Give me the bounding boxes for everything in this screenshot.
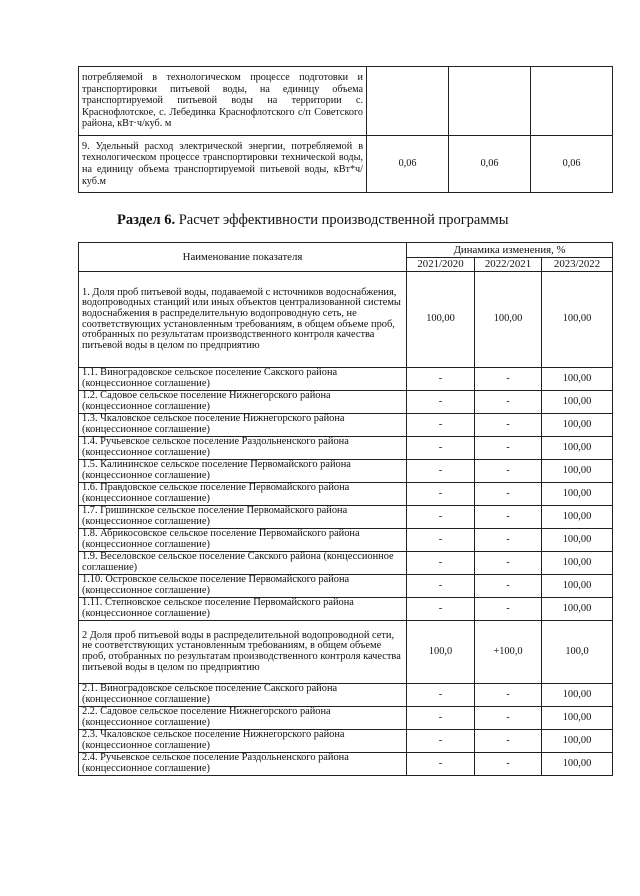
value-cell: - <box>475 684 542 707</box>
table-row <box>79 598 613 621</box>
indicator-description: 9. Удельный расход электрической энергии, потребляемой в технологическом процессе транспортировки технической воды, на единицу объема транспортируемой питьевой воды, кВт*ч/куб.м <box>79 136 367 193</box>
value-cell: - <box>407 368 475 391</box>
value-cell: - <box>407 730 475 753</box>
value-cell: 100,00 <box>542 506 613 529</box>
indicator-name: 1.3. Чкаловское сельское поселение Нижнегорского района (концессионное соглашение) <box>79 414 407 437</box>
value-cell: 100,00 <box>542 460 613 483</box>
indicator-name: 1.8. Абрикосовское сельское поселение Первомайского района (концессионное соглашение) <box>79 529 407 552</box>
table-row <box>79 67 613 136</box>
indicator-name: 2.4. Ручьевское сельское поселение Раздольненского района (концессионное соглашение) <box>79 753 407 776</box>
table-row <box>79 391 613 414</box>
value-cell: - <box>475 437 542 460</box>
value-cell: 100,00 <box>542 483 613 506</box>
value-cell: 0,06 <box>367 136 449 193</box>
column-header-period: 2023/2022 <box>542 258 613 272</box>
value-cell: - <box>407 529 475 552</box>
value-cell: - <box>407 506 475 529</box>
indicator-name: 2.1. Виноградовское сельское поселение Сакского района (концессионное соглашение) <box>79 684 407 707</box>
value-cell: - <box>475 598 542 621</box>
value-cell: - <box>475 483 542 506</box>
value-cell: - <box>407 575 475 598</box>
value-cell: - <box>407 684 475 707</box>
table-row <box>79 414 613 437</box>
column-header-name: Наименование показателя <box>79 243 407 272</box>
table-row <box>79 460 613 483</box>
value-cell: - <box>475 730 542 753</box>
value-cell: 100,00 <box>542 575 613 598</box>
table-row <box>79 575 613 598</box>
indicator-name: 2 Доля проб питьевой воды в распределительной водопроводной сети, не соответствующих установленным требованиям, в общем объеме проб, отобранных по результатам производственного контроля качества питьевой воды в целом по предприятию <box>79 621 407 684</box>
indicator-name: 2.3. Чкаловское сельское поселение Нижнегорского района (концессионное соглашение) <box>79 730 407 753</box>
indicator-name: 1.9. Веселовское сельское поселение Сакского района (концессионное соглашение) <box>79 552 407 575</box>
value-cell: - <box>475 529 542 552</box>
efficiency-indicators-table-continued <box>78 66 613 193</box>
indicator-name: 1.10. Островское сельское поселение Первомайского района (концессионное соглашение) <box>79 575 407 598</box>
value-cell: - <box>475 506 542 529</box>
indicator-name: 1.1. Виноградовское сельское поселение Сакского района (концессионное соглашение) <box>79 368 407 391</box>
value-cell: 100,0 <box>542 621 613 684</box>
table-row <box>79 684 613 707</box>
section-heading <box>117 212 508 229</box>
value-cell: 100,00 <box>475 272 542 368</box>
value-cell: - <box>475 391 542 414</box>
value-cell: 100,00 <box>542 684 613 707</box>
value-cell: - <box>475 460 542 483</box>
value-cell: 100,00 <box>542 529 613 552</box>
value-cell: - <box>407 483 475 506</box>
value-cell: - <box>407 460 475 483</box>
value-cell: - <box>475 552 542 575</box>
indicator-name: 1.2. Садовое сельское поселение Нижнегорского района (концессионное соглашение) <box>79 391 407 414</box>
value-cell: 100,00 <box>542 730 613 753</box>
value-cell <box>531 67 613 136</box>
table-header-row <box>79 243 613 258</box>
table-row <box>79 136 613 193</box>
value-cell: - <box>475 707 542 730</box>
value-cell: - <box>407 753 475 776</box>
value-cell <box>449 67 531 136</box>
indicator-name: 1.4. Ручьевское сельское поселение Раздольненского района (концессионное соглашение) <box>79 437 407 460</box>
value-cell: - <box>407 437 475 460</box>
column-header-period: 2021/2020 <box>407 258 475 272</box>
indicator-name: 1.5. Калининское сельское поселение Первомайского района (концессионное соглашение) <box>79 460 407 483</box>
value-cell: 0,06 <box>531 136 613 193</box>
table-row <box>79 707 613 730</box>
indicator-name: 1.11. Степновское сельское поселение Первомайского района (концессионное соглашение) <box>79 598 407 621</box>
table-row <box>79 753 613 776</box>
table-row <box>79 368 613 391</box>
value-cell: 100,00 <box>542 598 613 621</box>
value-cell: - <box>475 368 542 391</box>
value-cell: 0,06 <box>449 136 531 193</box>
value-cell: +100,0 <box>475 621 542 684</box>
value-cell: - <box>475 414 542 437</box>
table-row <box>79 483 613 506</box>
section-label: Раздел 6. <box>117 212 176 228</box>
value-cell: - <box>407 414 475 437</box>
indicator-name: 1.7. Гришинское сельское поселение Первомайского района (концессионное соглашение) <box>79 506 407 529</box>
value-cell: - <box>407 598 475 621</box>
production-program-efficiency-table <box>78 242 613 776</box>
table-row <box>79 621 613 684</box>
value-cell: 100,00 <box>542 552 613 575</box>
value-cell: 100,00 <box>542 391 613 414</box>
column-header-period: 2022/2021 <box>475 258 542 272</box>
value-cell: - <box>407 391 475 414</box>
value-cell: - <box>407 552 475 575</box>
indicator-name: 2.2. Садовое сельское поселение Нижнегорского района (концессионное соглашение) <box>79 707 407 730</box>
table-row <box>79 529 613 552</box>
value-cell: - <box>475 753 542 776</box>
value-cell: 100,00 <box>542 437 613 460</box>
value-cell: 100,00 <box>407 272 475 368</box>
indicator-name: 1.6. Правдовское сельское поселение Первомайского района (концессионное соглашение) <box>79 483 407 506</box>
value-cell: 100,00 <box>542 272 613 368</box>
value-cell <box>367 67 449 136</box>
value-cell: - <box>475 575 542 598</box>
value-cell: 100,00 <box>542 753 613 776</box>
table-row <box>79 437 613 460</box>
table-row <box>79 730 613 753</box>
table-row <box>79 506 613 529</box>
value-cell: 100,00 <box>542 707 613 730</box>
table-row <box>79 552 613 575</box>
table-row <box>79 272 613 368</box>
value-cell: - <box>407 707 475 730</box>
value-cell: 100,00 <box>542 414 613 437</box>
value-cell: 100,00 <box>542 368 613 391</box>
indicator-description: потребляемой в технологическом процессе подготовки и транспортировки питьевой воды, на единицу объема транспортируемой питьевой воды на территории с. Краснофлотское, с. Лебединка Краснофлотского с/п Советского района, кВт·ч/куб. м <box>79 67 367 136</box>
column-header-dynamics: Динамика изменения, % <box>407 243 613 258</box>
indicator-name: 1. Доля проб питьевой воды, подаваемой с источников водоснабжения, водопроводных станций или иных объектов централизованной системы водоснабжения в распределительную водопроводную сеть, не соответствующих установленным требованиям, в общем объеме проб, отобранных по результатам производственного контроля качества питьевой воды в целом по предприятию <box>79 272 407 368</box>
section-title: Расчет эффективности производственной программы <box>175 212 509 228</box>
value-cell: 100,0 <box>407 621 475 684</box>
